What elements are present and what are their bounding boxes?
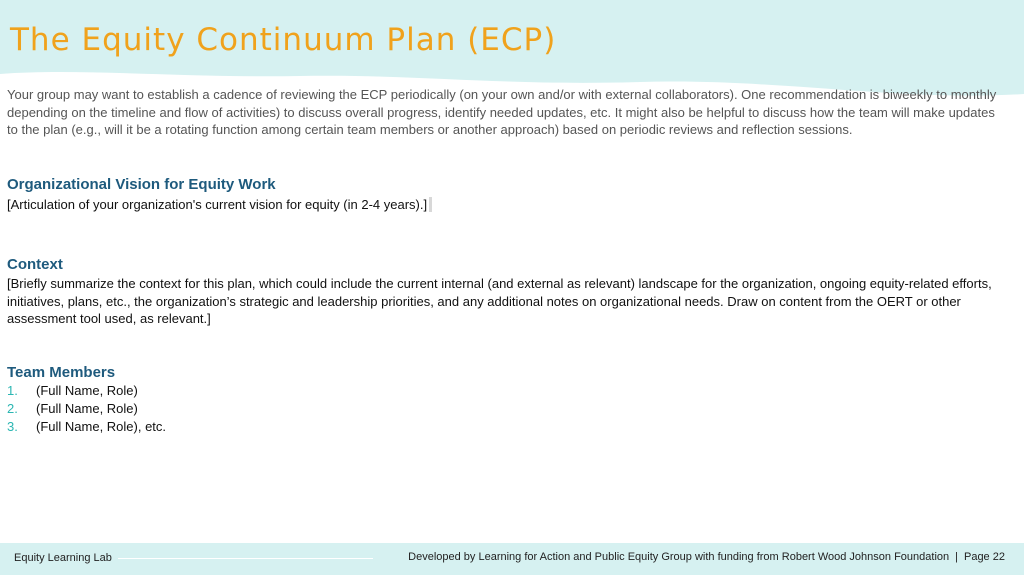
- list-item[interactable]: [7, 419, 166, 437]
- vision-placeholder-text: [Articulation of your organization's current vision for equity (in 2-4 years).]: [7, 197, 428, 212]
- page-label: Page: [963, 551, 990, 563]
- list-number: 2.: [7, 400, 18, 416]
- context-body[interactable]: [Briefly summarize the context for this plan, which could include the current internal (and external as relevant) landscape for the organization, ongoing equity-related efforts, initiatives, plans, etc., the organization’s strategic and leadership priorities, and any additional notes on organizational needs. Draw on content from the OERT or other assessment tool used, as relevant.]: [7, 276, 992, 327]
- list-item-text: (Full Name, Role): [36, 400, 138, 416]
- list-item-text: (Full Name, Role), etc.: [36, 418, 167, 434]
- intro-paragraph: Your group may want to establish a cadence of reviewing the ECP periodically (on your own and/or with external collaborators). One recommendation is biweekly to monthly depending on the timeline and flow of activities) to discuss overall progress, identify needed updates, etc. It might also be helpful to discuss how the team will make updates to the plan (e.g., will it be a rotating function among certain team members or another approach) based on periodic reviews and reflection sessions.: [7, 87, 997, 138]
- list-number: 3.: [7, 418, 18, 434]
- footer-org-name: Equity Learning Lab: [14, 552, 112, 564]
- text-cursor: [429, 197, 432, 212]
- vision-heading: Organizational Vision for Equity Work: [7, 176, 276, 193]
- context-heading: Context: [7, 256, 63, 273]
- footer-separator: |: [955, 551, 958, 563]
- footer-credit: [408, 551, 1005, 563]
- page-number: 22: [992, 551, 1005, 563]
- list-number: 1.: [7, 383, 18, 398]
- list-item-text: (Full Name, Role): [36, 383, 138, 398]
- list-item[interactable]: [7, 383, 166, 401]
- team-members-list: [7, 383, 166, 436]
- footer-credit-text: Developed by Learning for Action and Public Equity Group with funding from Robert Wood Johnson Foundation: [408, 551, 950, 563]
- list-item[interactable]: [7, 401, 166, 419]
- page-title: The Equity Continuum Plan (ECP): [10, 22, 557, 58]
- team-heading: Team Members: [7, 364, 116, 381]
- footer-divider-line: [118, 558, 373, 559]
- vision-body[interactable]: [7, 196, 1007, 214]
